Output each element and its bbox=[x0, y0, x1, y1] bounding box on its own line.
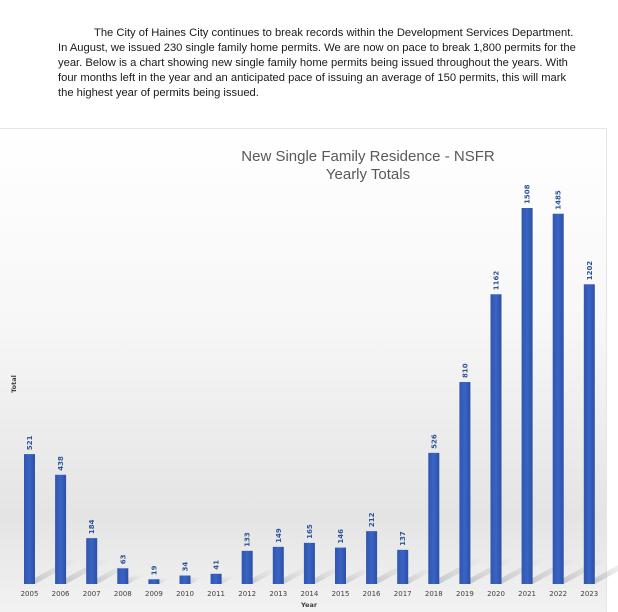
x-axis-label: Year bbox=[300, 601, 318, 609]
x-tick-2022: 2022 bbox=[549, 590, 568, 598]
x-tick-2008: 2008 bbox=[113, 590, 132, 598]
data-label-2008: 63 bbox=[119, 554, 128, 565]
data-label-2019: 810 bbox=[461, 363, 470, 379]
chart-title: New Single Family Residence - NSFR bbox=[241, 148, 495, 165]
x-tick-2012: 2012 bbox=[238, 590, 257, 598]
x-tick-2016: 2016 bbox=[362, 590, 381, 598]
data-label-2020: 1162 bbox=[492, 270, 501, 291]
x-tick-2005: 2005 bbox=[20, 590, 39, 598]
bar-2007 bbox=[86, 538, 97, 584]
x-tick-2020: 2020 bbox=[487, 590, 505, 598]
data-label-2012: 133 bbox=[243, 532, 252, 547]
chart-subtitle: Yearly Totals bbox=[325, 166, 411, 183]
y-axis-label: Total bbox=[10, 375, 18, 393]
data-label-2018: 526 bbox=[430, 434, 439, 449]
data-labels bbox=[26, 184, 594, 575]
bar-2023 bbox=[584, 284, 595, 584]
data-label-2009: 19 bbox=[150, 565, 159, 576]
bar-2009 bbox=[148, 579, 159, 584]
bar-2021 bbox=[522, 208, 533, 584]
bar-2005 bbox=[24, 454, 35, 584]
data-label-2023: 1202 bbox=[585, 260, 594, 281]
bar-2006 bbox=[55, 475, 66, 584]
data-label-2021: 1508 bbox=[523, 184, 532, 204]
bar-2016 bbox=[366, 531, 377, 584]
data-label-2011: 41 bbox=[212, 560, 221, 570]
bar-2019 bbox=[459, 382, 470, 584]
x-tick-2021: 2021 bbox=[518, 590, 537, 598]
data-label-2015: 146 bbox=[337, 528, 345, 544]
bar-2008 bbox=[117, 568, 128, 584]
bar-2017 bbox=[397, 550, 408, 584]
bar-2022 bbox=[553, 214, 564, 584]
x-tick-2007: 2007 bbox=[82, 590, 101, 598]
bar-2011 bbox=[211, 574, 222, 584]
x-tick-2015: 2015 bbox=[331, 590, 350, 598]
x-tick-2006: 2006 bbox=[51, 590, 70, 598]
bar-2015 bbox=[335, 548, 346, 584]
x-tick-2023: 2023 bbox=[580, 590, 599, 598]
data-label-2013: 149 bbox=[274, 528, 283, 543]
data-label-2022: 1485 bbox=[554, 190, 563, 210]
data-label-2006: 438 bbox=[57, 456, 66, 471]
bar-2012 bbox=[242, 551, 253, 584]
x-tick-2011: 2011 bbox=[207, 590, 226, 598]
bar-2018 bbox=[428, 453, 439, 584]
x-tick-2017: 2017 bbox=[393, 590, 412, 598]
bar-2010 bbox=[180, 576, 191, 584]
x-tick-2013: 2013 bbox=[269, 590, 288, 598]
data-label-2007: 184 bbox=[88, 519, 97, 535]
x-tick-2014: 2014 bbox=[300, 590, 319, 598]
data-label-2017: 137 bbox=[399, 531, 408, 546]
x-tick-2010: 2010 bbox=[176, 590, 194, 598]
data-label-2014: 165 bbox=[305, 524, 314, 539]
bar-2020 bbox=[491, 294, 502, 584]
bar-2014 bbox=[304, 543, 315, 584]
x-tick-2009: 2009 bbox=[144, 590, 163, 598]
bar-2013 bbox=[273, 547, 284, 584]
x-tick-2019: 2019 bbox=[455, 590, 474, 598]
x-tick-2018: 2018 bbox=[424, 590, 443, 598]
data-label-2016: 212 bbox=[368, 512, 377, 528]
x-tick-labels bbox=[21, 590, 599, 598]
data-label-2010: 34 bbox=[181, 561, 190, 572]
intro-text: The City of Haines City continues to break records within the Development Services Department. In August, we issued 230 single family home permits. We are now on pace to break 1,800 permits for the year. Below is a chart showing new single family home permits being issued throughout the years. With four months left in the year and an anticipated pace of issuing an average of 150 permits, this will mark the highest year of permits being issued. bbox=[58, 27, 576, 99]
data-label-2005: 521 bbox=[26, 435, 34, 451]
